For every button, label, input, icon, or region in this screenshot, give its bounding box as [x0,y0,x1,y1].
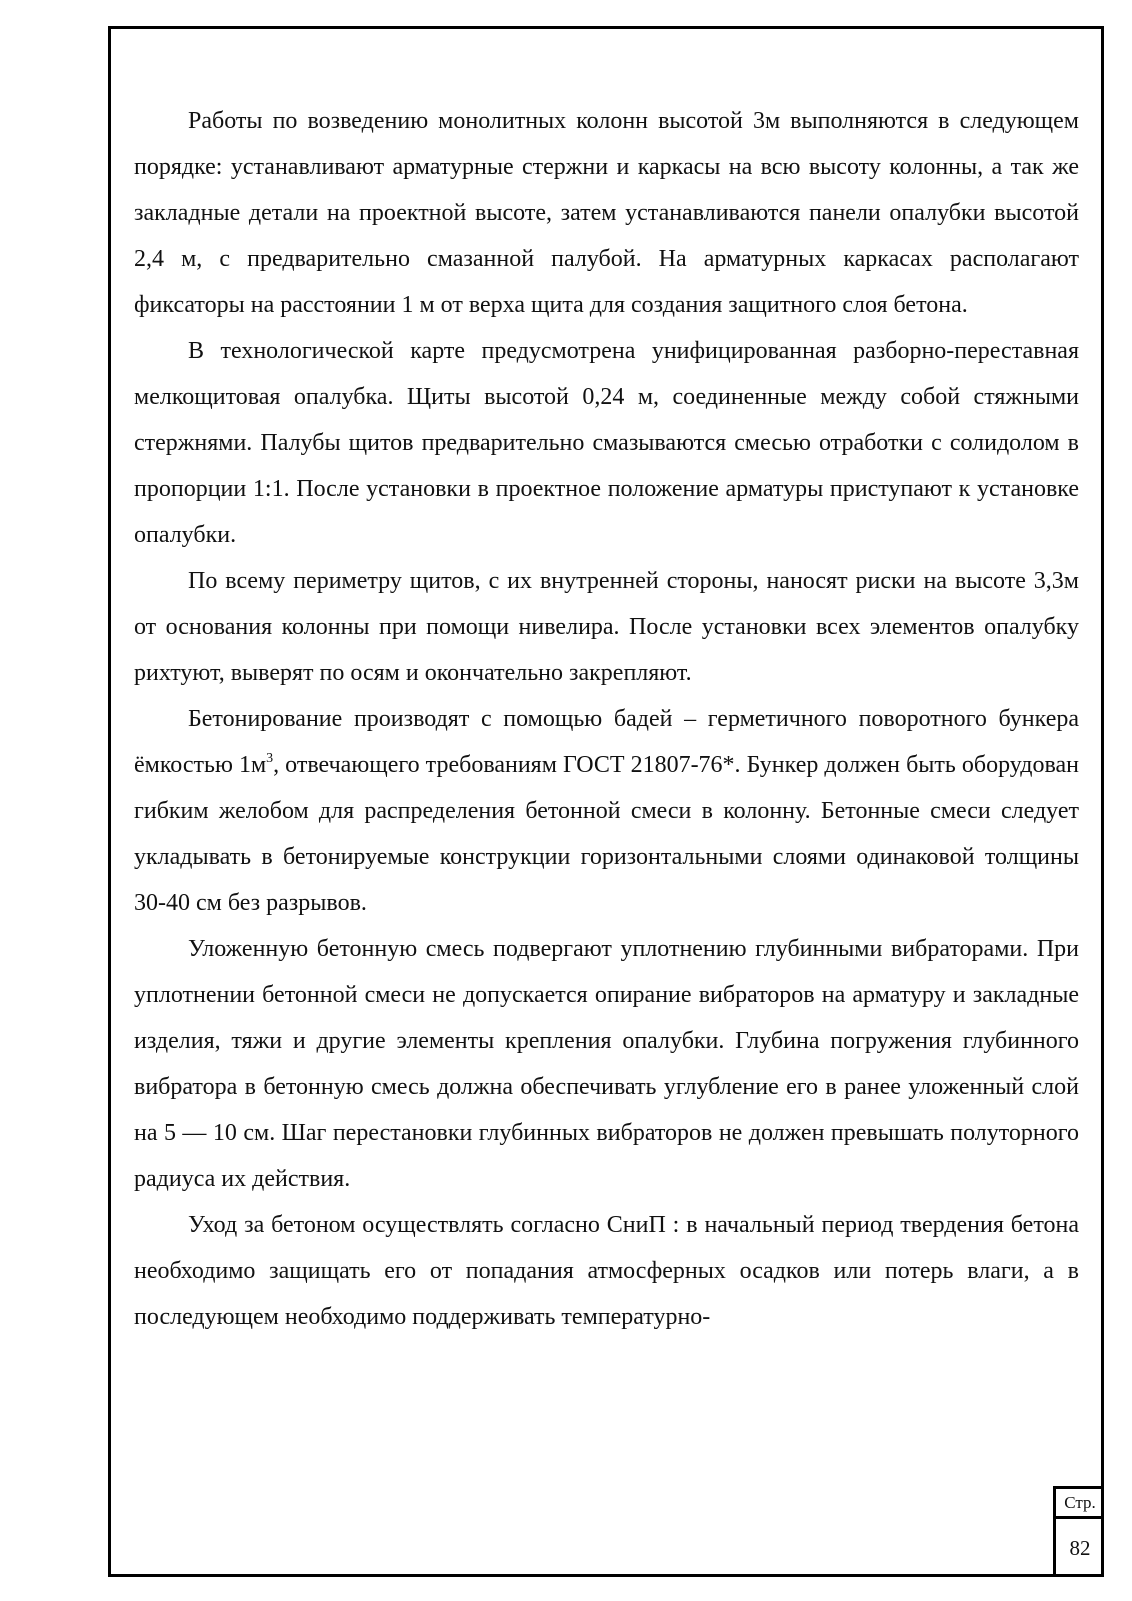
paragraph-marking: По всему периметру щитов, с их внутренней стороны, наносят риски на высоте 3,3м от основания колонны при помощи нивелира. После установки всех элементов опалубку рихтуют, выверят по осям и окончательно закрепляют. [134,568,1079,686]
paragraph-curing: Уход за бетоном осуществлять согласно СниП : в начальный период твердения бетона необходимо защищать его от попадания атмосферных осадков или потерь влаги, а в последующем необходимо поддерживать температурно- [134,1212,1079,1330]
superscript-three: 3 [266,751,274,766]
document-body [134,98,1079,1340]
concreting-text-start: Бетонирование производят с помощью бадей – герметичного поворотного бункера ёмкостью 1м [134,706,1079,778]
page-label: Стр. [1056,1489,1104,1519]
paragraph-formwork-type: В технологической карте предусмотрена унифицированная разборно-переставная мелкощитовая опалубка. Щиты высотой 0,24 м, соединенные между собой стяжными стержнями. Палубы щитов предварительно смазываются смесью отработки с солидолом в пропорции 1:1. После установки в проектное положение арматуры приступают к установке опалубки. [134,338,1079,548]
paragraph-column-installation: Работы по возведению монолитных колонн высотой 3м выполняются в следующем порядке: устанавливают арматурные стержни и каркасы на всю высоту колонны, а так же закладные детали на проектной высоте, затем устанавливаются панели опалубки высотой 2,4 м, с предварительно смазанной палубой. На арматурных каркасах располагают фиксаторы на расстоянии 1 м от верха щита для создания защитного слоя бетона. [134,108,1079,318]
page-number: 82 [1069,1536,1091,1560]
concreting-text-end: , отвечающего требованиям ГОСТ 21807-76*. Бункер должен быть оборудован гибким желобом для распределения бетонной смеси в колонну. Бетонные смеси следует укладывать в бетонируемые конструкции горизонтальными слоями одинаковой толщины 30-40 см без разрывов. [134,752,1079,916]
paragraph-concreting [134,696,1079,926]
page-number-box [1053,1486,1104,1577]
paragraph-vibration: Уложенную бетонную смесь подвергают уплотнению глубинными вибраторами. При уплотнении бетонной смеси не допускается опирание вибраторов на арматуру и закладные изделия, тяжи и другие элементы крепления опалубки. Глубина погружения глубинного вибратора в бетонную смесь должна обеспечивать углубление его в ранее уложенный слой на 5 — 10 см. Шаг перестановки глубинных вибраторов не должен превышать полуторного радиуса их действия. [134,936,1079,1192]
